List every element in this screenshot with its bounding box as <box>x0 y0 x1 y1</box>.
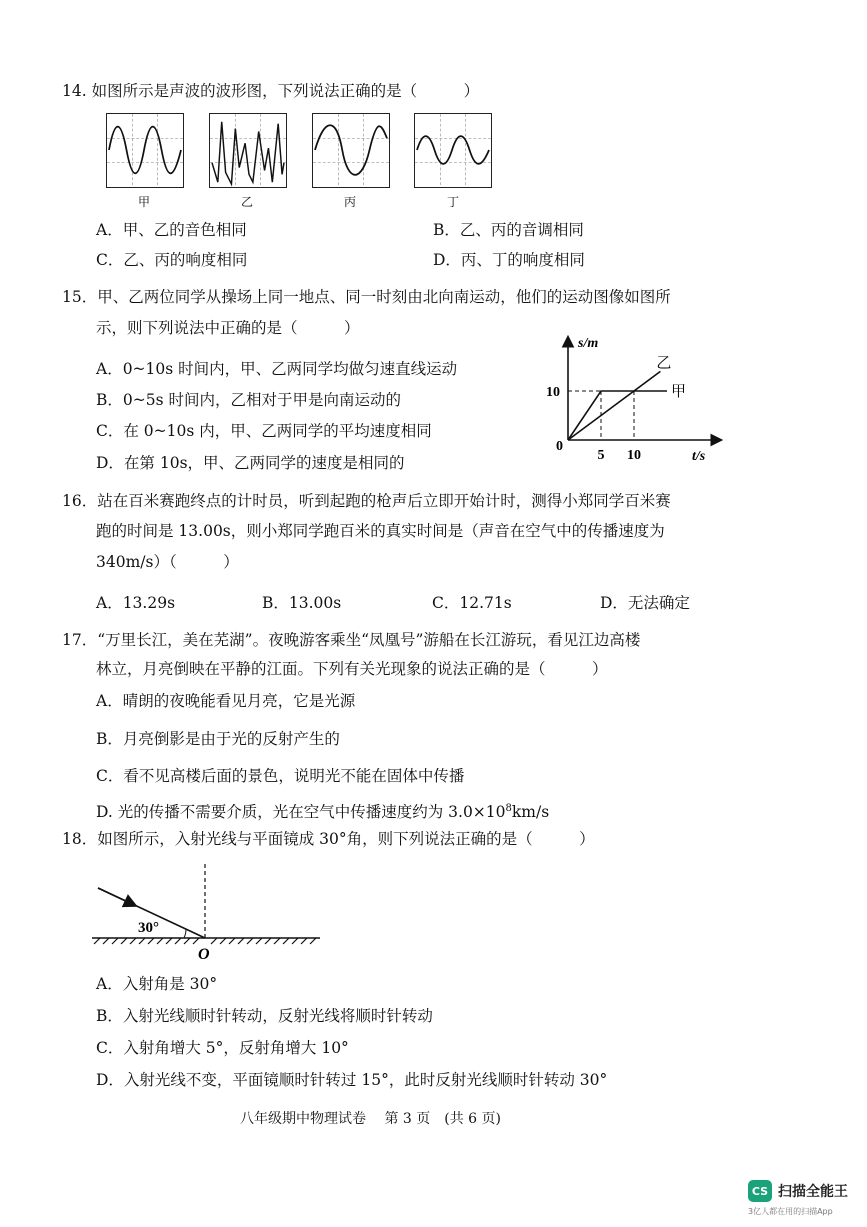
y-tick-10: 10 <box>546 385 560 400</box>
y-axis-label: s/m <box>578 336 599 351</box>
q14-option-b: B．乙、丙的音调相同 <box>433 221 584 239</box>
q16-option-b: B．13.00s <box>262 594 342 612</box>
q17-option-d-unit: km/s <box>511 803 550 821</box>
series-line-jia <box>568 391 667 440</box>
x-axis-label: t/s <box>692 449 706 464</box>
q17-option-d-text: D. 光的传播不需要介质，光在空气中传播速度约为 3.0×10 <box>96 803 506 821</box>
angle-label: 30° <box>138 920 159 936</box>
q14-option-a: A．甲、乙的音色相同 <box>96 221 247 239</box>
watermark-name: 扫描全能王 <box>778 1184 848 1200</box>
waveform-yi <box>209 113 287 188</box>
waveform-label-ding: 丁 <box>447 195 460 209</box>
q17-option-d-exponent: 8 <box>505 802 512 814</box>
q16-stem-line1: 16．站在百米赛跑终点的计时员，听到起跑的枪声后立即开始计时，测得小郑同学百米赛 <box>62 492 671 510</box>
q16-option-d: D．无法确定 <box>600 594 690 612</box>
x-tick-10: 10 <box>627 448 641 463</box>
q17-stem-line2: 林立，月亮倒映在平静的江面。下列有关光现象的说法正确的是（ ） <box>96 660 608 678</box>
mirror-hatching <box>94 938 316 944</box>
series-label-yi: 乙 <box>656 353 672 372</box>
q14-option-c: C．乙、丙的响度相同 <box>96 251 248 269</box>
page-footer: 八年级期中物理试卷 第 3 页 (共 6 页) <box>240 1111 501 1127</box>
q17-option-b: B．月亮倒影是由于光的反射产生的 <box>96 730 340 748</box>
waveform-ding <box>414 113 492 188</box>
waveform-label-jia: 甲 <box>138 195 151 209</box>
watermark-subtitle: 3亿人都在用的扫描App <box>748 1207 833 1216</box>
q14-stem: 14. 如图所示是声波的波形图，下列说法正确的是（ ） <box>62 82 480 100</box>
q18-stem: 18．如图所示，入射光线与平面镜成 30°角，则下列说法正确的是（ ） <box>62 830 595 848</box>
q16-stem-line2: 跑的时间是 13.00s，则小郑同学跑百米的真实时间是（声音在空气中的传播速度为 <box>96 522 665 540</box>
q18-option-a: A．入射角是 30° <box>96 975 218 993</box>
series-label-jia: 甲 <box>671 382 687 400</box>
q17-option-a: A．晴朗的夜晚能看见月亮，它是光源 <box>96 692 356 710</box>
q15-option-d: D．在第 10s，甲、乙两同学的速度是相同的 <box>96 454 405 472</box>
waveform-label-bing: 丙 <box>344 195 357 209</box>
q18-option-c: C．入射角增大 5°，反射角增大 10° <box>96 1039 349 1057</box>
origin-label: 0 <box>556 439 563 454</box>
q17-option-c: C．看不见高楼后面的景色，说明光不能在固体中传播 <box>96 767 465 785</box>
mirror-diagram <box>88 862 328 962</box>
x-tick-5: 5 <box>597 448 605 463</box>
q16-stem-line3: 340m/s）（ ） <box>96 553 239 571</box>
q16-option-c: C．12.71s <box>432 594 512 612</box>
waveform-jia <box>106 113 184 188</box>
q14-option-d: D．丙、丁的响度相同 <box>433 251 585 269</box>
q15-option-a: A．0~10s 时间内，甲、乙两同学均做匀速直线运动 <box>96 360 458 378</box>
point-o-label: O <box>198 946 210 962</box>
q18-option-b: B．入射光线顺时针转动，反射光线将顺时针转动 <box>96 1007 433 1025</box>
q15-stem-line2: 示，则下列说法中正确的是（ ） <box>96 319 360 337</box>
st-graph <box>540 330 730 465</box>
q17-option-d <box>96 800 549 822</box>
q16-option-a: A．13.29s <box>96 594 176 612</box>
waveform-label-yi: 乙 <box>241 195 254 209</box>
q18-option-d: D．入射光线不变，平面镜顺时针转过 15°，此时反射光线顺时针转动 30° <box>96 1071 608 1089</box>
q15-option-c: C．在 0~10s 内，甲、乙两同学的平均速度相同 <box>96 422 432 440</box>
q15-option-b: B．0~5s 时间内，乙相对于甲是向南运动的 <box>96 391 401 409</box>
waveform-bing <box>312 113 390 188</box>
series-line-yi <box>568 371 660 440</box>
scanner-watermark <box>748 1180 848 1202</box>
cs-logo-icon: CS <box>748 1180 772 1202</box>
q17-stem-line1: 17．“万里长江，美在芜湖”。夜晚游客乘坐“凤凰号”游船在长江游玩，看见江边高楼 <box>62 631 641 649</box>
q15-stem-line1: 15．甲、乙两位同学从操场上同一地点、同一时刻由北向南运动，他们的运动图像如图所 <box>62 288 671 306</box>
